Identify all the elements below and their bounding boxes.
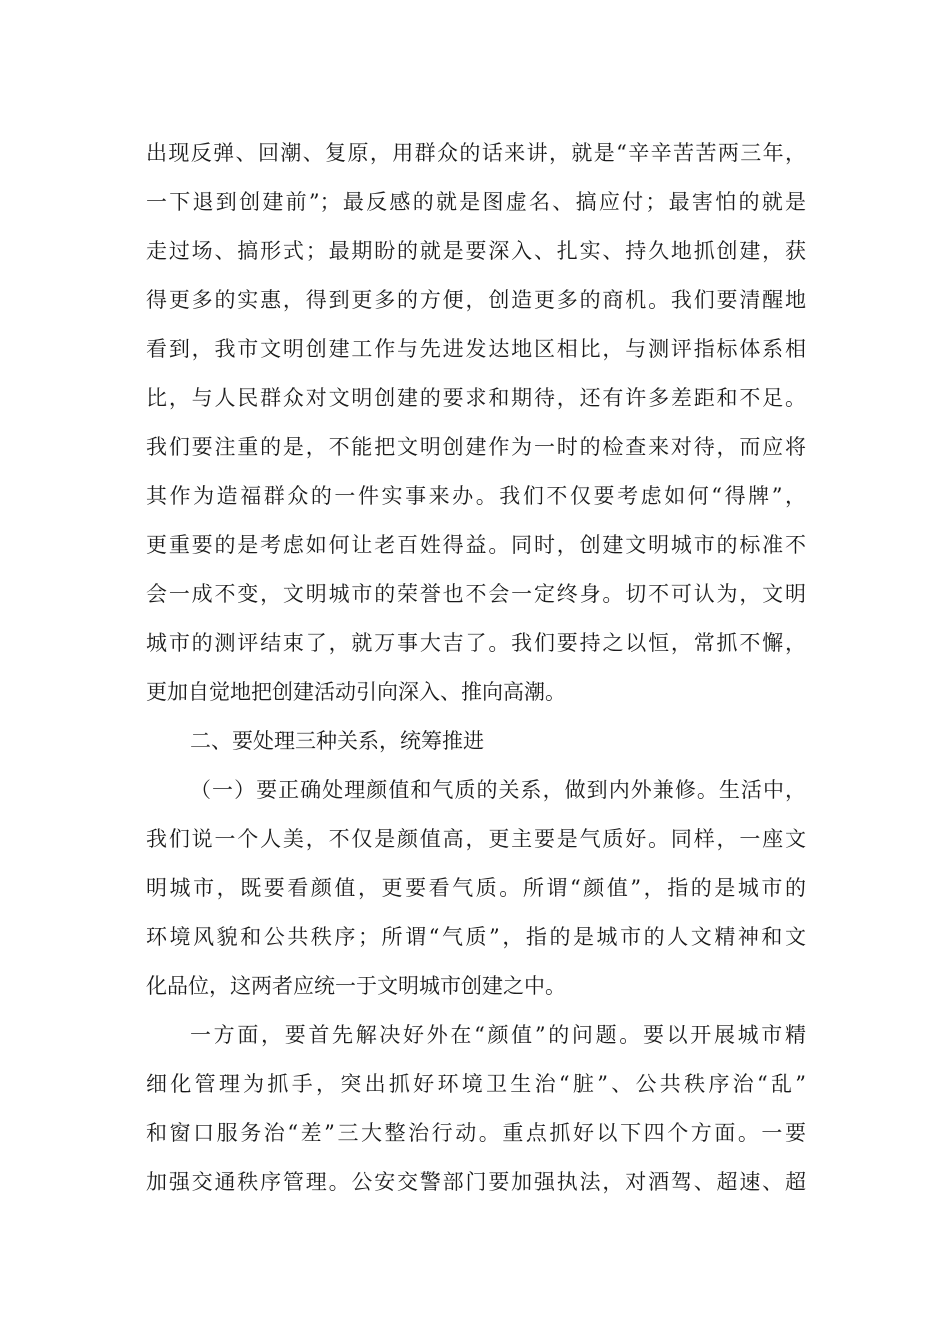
text-line: 得更多的实惠，得到更多的方便，创造更多的商机。我们要清醒地 bbox=[146, 288, 806, 312]
text-line: 加强交通秩序管理。公安交警部门要加强执法，对酒驾、超速、超 bbox=[146, 1170, 806, 1194]
text-line: 化品位，这两者应统一于文明城市创建之中。 bbox=[146, 974, 566, 998]
paragraph-first-line: 一方面，要首先解决好外在“颜值”的问题。要以开展城市精 bbox=[190, 1023, 806, 1047]
text-line: 看到，我市文明创建工作与先进发达地区相比，与测评指标体系相 bbox=[146, 337, 806, 361]
text-line: 明城市，既要看颜值，更要看气质。所谓“颜值”，指的是城市的 bbox=[146, 876, 806, 900]
text-line: 走过场、搞形式；最期盼的就是要深入、扎实、持久地抓创建，获 bbox=[146, 239, 806, 263]
subsection-heading-line: （一）要正确处理颜值和气质的关系，做到内外兼修。生活中， bbox=[190, 778, 806, 802]
section-heading: 二、要处理三种关系，统筹推进 bbox=[190, 729, 484, 753]
text-line: 更重要的是考虑如何让老百姓得益。同时，创建文明城市的标准不 bbox=[146, 533, 806, 557]
text-line: 出现反弹、回潮、复原，用群众的话来讲，就是“辛辛苦苦两三年， bbox=[146, 141, 806, 165]
text-line: 城市的测评结束了，就万事大吉了。我们要持之以恒，常抓不懈， bbox=[146, 631, 806, 655]
text-line: 和窗口服务治“差”三大整治行动。重点抓好以下四个方面。一要 bbox=[146, 1121, 806, 1145]
text-line: 我们说一个人美，不仅是颜值高，更主要是气质好。同样，一座文 bbox=[146, 827, 806, 851]
text-line: 一下退到创建前”；最反感的就是图虚名、搞应付；最害怕的就是 bbox=[146, 190, 806, 214]
text-line: 其作为造福群众的一件实事来办。我们不仅要考虑如何“得牌”， bbox=[146, 484, 806, 508]
document-body bbox=[146, 129, 806, 1207]
text-line: 环境风貌和公共秩序；所谓“气质”，指的是城市的人文精神和文 bbox=[146, 925, 806, 949]
text-line: 细化管理为抓手，突出抓好环境卫生治“脏”、公共秩序治“乱” bbox=[146, 1072, 806, 1096]
text-line: 我们要注重的是，不能把文明创建作为一时的检查来对待，而应将 bbox=[146, 435, 806, 459]
text-line: 比，与人民群众对文明创建的要求和期待，还有许多差距和不足。 bbox=[146, 386, 806, 410]
text-line: 更加自觉地把创建活动引向深入、推向高潮。 bbox=[146, 680, 566, 704]
text-line: 会一成不变，文明城市的荣誉也不会一定终身。切不可认为，文明 bbox=[146, 582, 806, 606]
